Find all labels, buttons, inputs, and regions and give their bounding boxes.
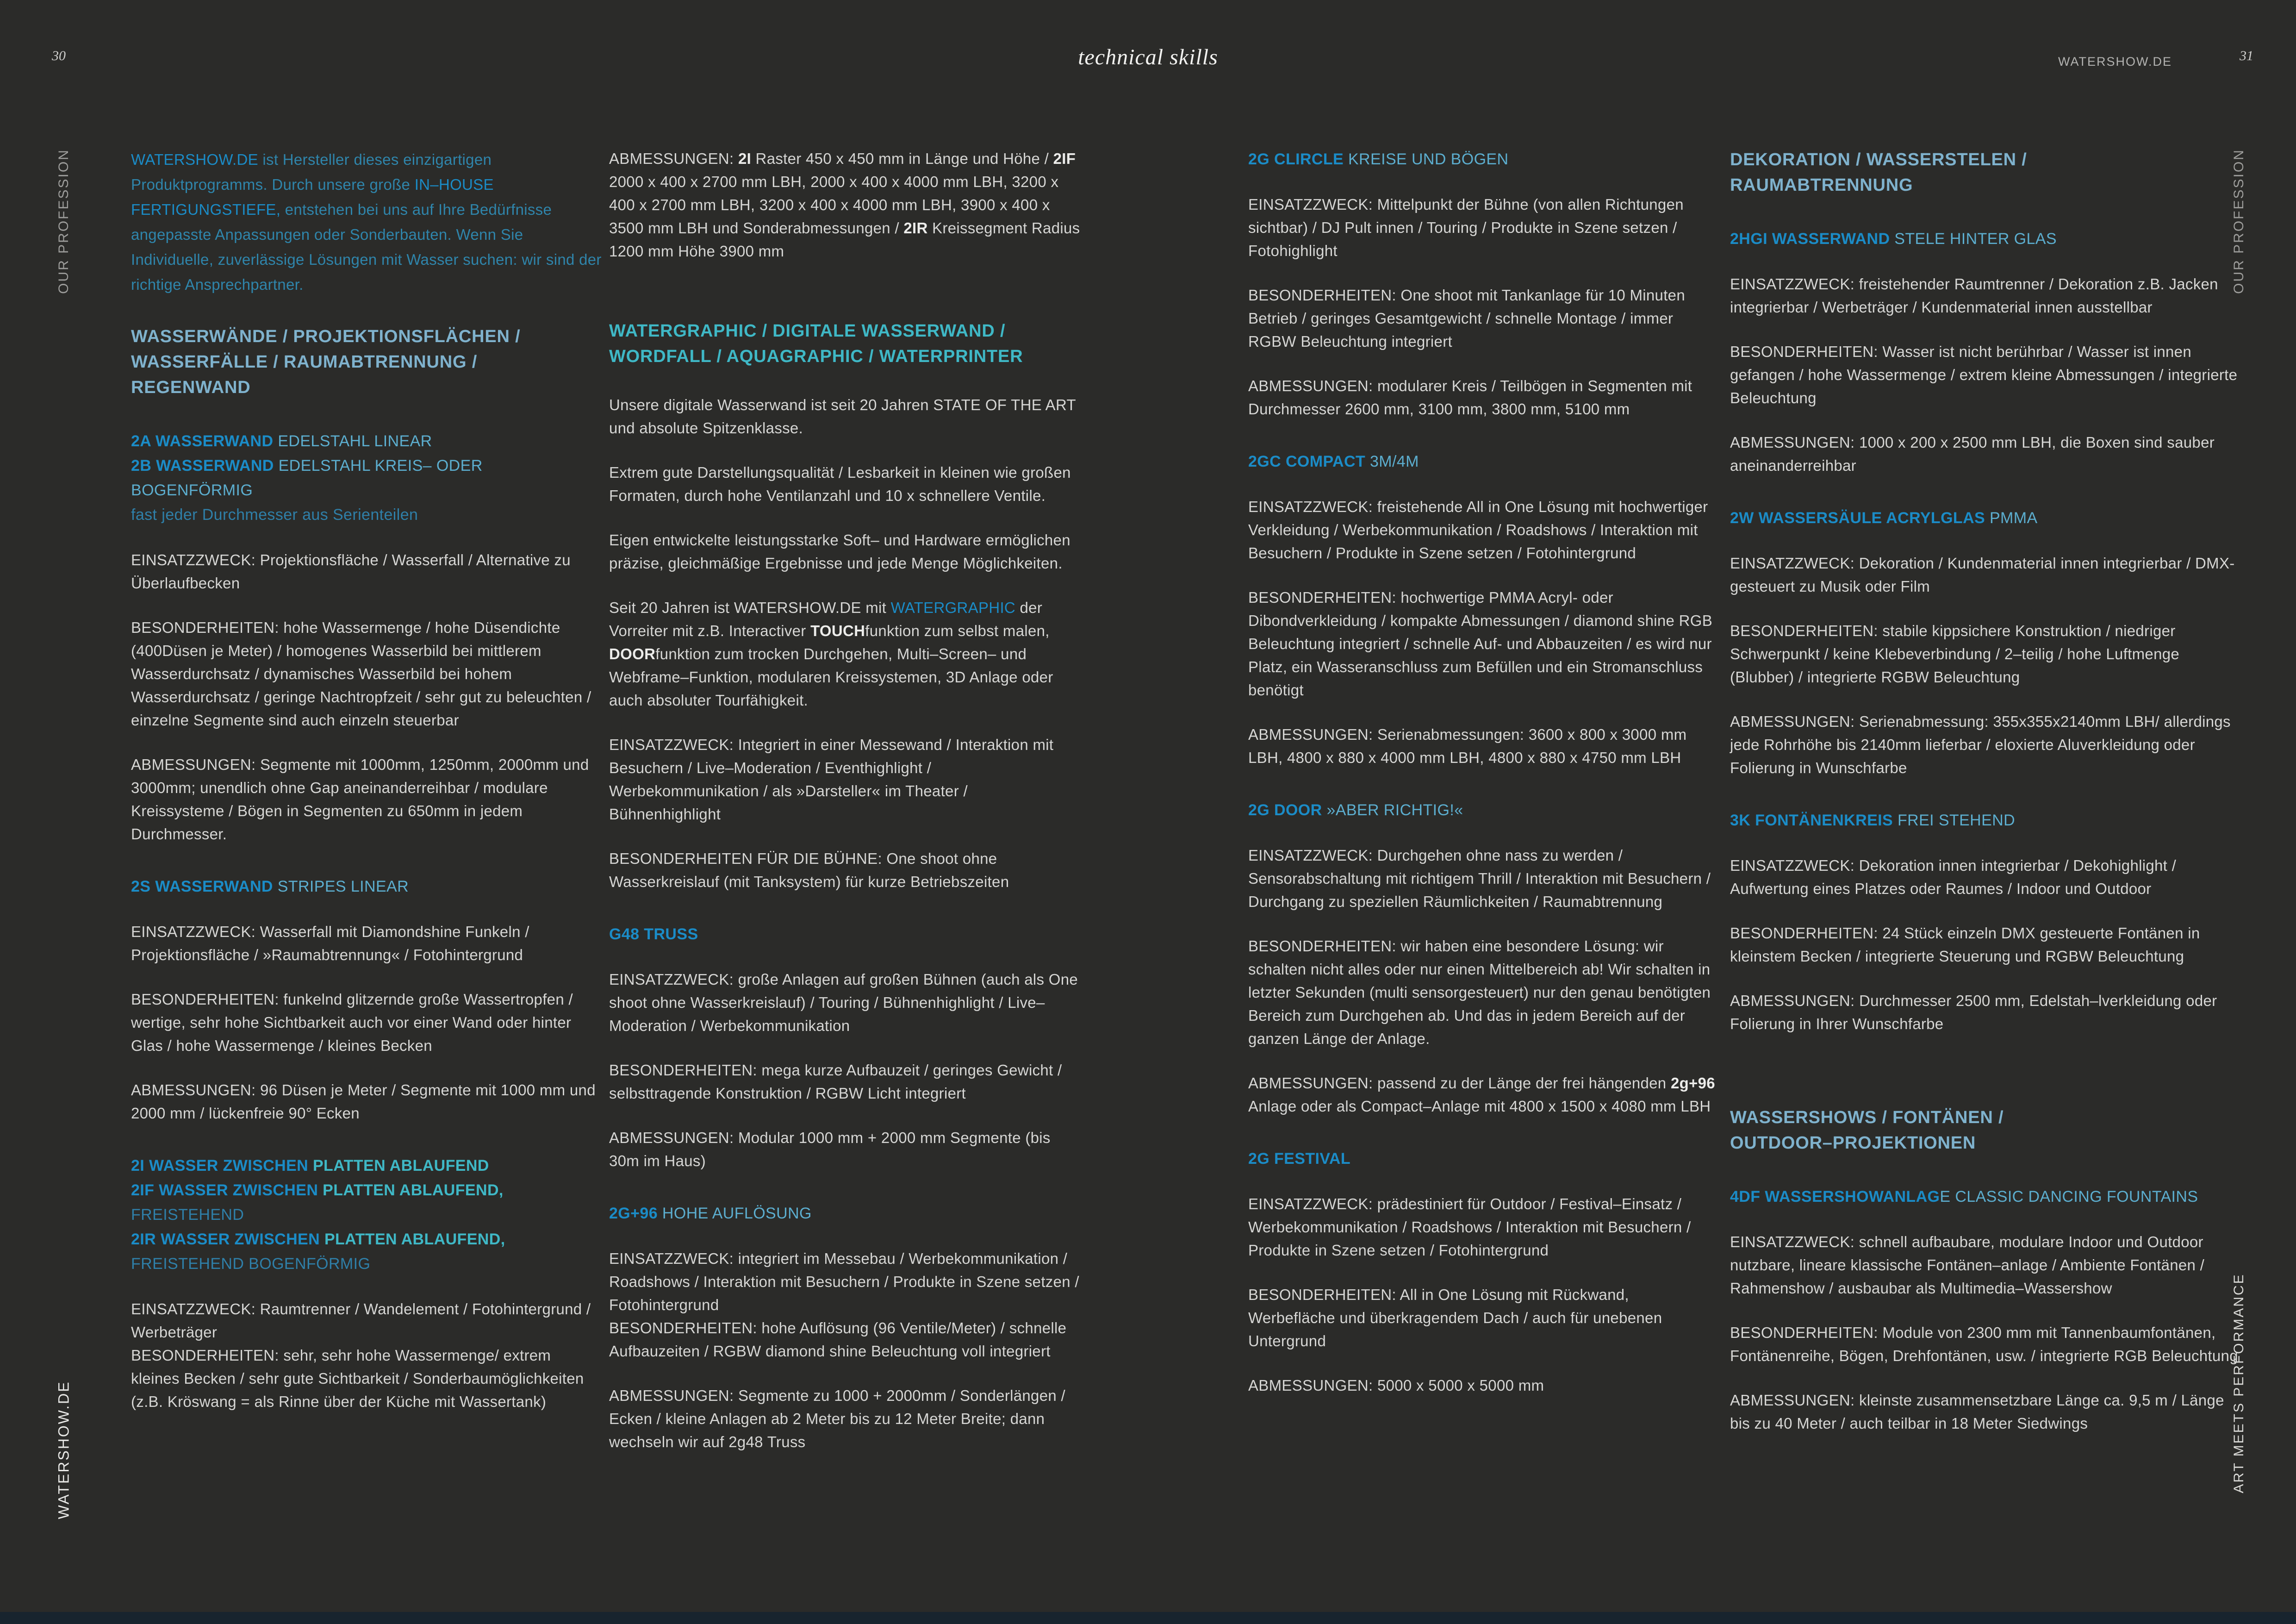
text-segment: EDELSTAHL KREIS– ODER — [278, 457, 483, 475]
text-segment: EINSATZZWECK: Raumtrenner / Wandelement / Fotohintergrund / Werbeträger — [131, 1300, 591, 1341]
text-segment: EINSATZZWECK: prädestiniert für Outdoor / Festival–Einsatz / Werbekommunikation / Roadshows / Interaktion mit Besuchern / Produkte in Szene setzen / Fotohintergrund — [1248, 1195, 1691, 1259]
section-heading-line: WORDFALL / AQUAGRAPHIC / WATERPRINTER — [609, 347, 1023, 366]
text-segment: funktion zum trocken Durchgehen, Multi–Screen– und Webframe–Funktion, modularen Kreissystemen, 3D Anlage oder auch absoluter Tourfähigkeit. — [609, 645, 1053, 709]
text-segment: EINSATZZWECK: schnell aufbaubare, modulare Indoor und Outdoor nutzbare, lineare klassische Fontänen–anlage / Ambiente Fontänen / Rahmenshow / ausbaubar als Multimedia–Wassershow — [1730, 1233, 2205, 1297]
product-heading-line — [1248, 147, 1719, 172]
text-segment: funktion zum selbst malen, — [865, 622, 1050, 639]
section-heading — [1730, 147, 2241, 198]
body-paragraph — [609, 1247, 1080, 1317]
text-segment: BESONDERHEITEN: sehr, sehr hohe Wassermenge/ extrem kleines Becken / sehr gute Sichtbarkeit / Sonderbaumöglichkeiten — [131, 1347, 584, 1387]
product-heading-line — [131, 454, 602, 478]
body-paragraph — [1730, 552, 2241, 598]
text-segment: Eigen entwickelte leistungsstarke Soft– und Hardware ermöglichen präzise, gleichmäßige Ergebnisse und jede Menge Möglichkeiten. — [609, 531, 1070, 572]
text-segment: ABMESSUNGEN: 96 Düsen je Meter / Segmente mit 1000 mm und 2000 mm / lückenfreie 90° Ecken — [131, 1081, 596, 1122]
body-paragraph — [1248, 723, 1719, 769]
text-segment: FREI STEHEND — [1897, 812, 2016, 829]
text-segment: EINSATZZWECK: freistehende All in One Lösung mit hochwertiger Verkleidung / Werbekommunikation / Roadshows / Interaktion mit Besuchern / Produkte in Szene setzen / Fotohintergrund — [1248, 498, 1708, 562]
text-segment: ABMESSUNGEN: Serienabmessung: 355x355x2140mm LBH/ allerdings jede Rohrhöhe bis 2140mm lieferbar / eloxierte Aluverkleidung oder Folierung in Wunschfarbe — [1730, 713, 2231, 776]
product-heading-line — [1248, 1147, 1719, 1171]
text-segment: ABMESSUNGEN: Segmente zu 1000 + 2000mm / Sonderlängen / Ecken / kleine Anlagen ab 2 Meter bis zu 12 Meter Breite; dann wechseln wir auf 2g48 Truss — [609, 1387, 1065, 1450]
text-segment: ABMESSUNGEN: modularer Kreis / Teilbögen in Segmenten mit Durchmesser 2600 mm, 3100 mm, 3800 mm, 5100 mm — [1248, 377, 1692, 418]
text-segment: Raster 450 x 450 mm in Länge und Höhe / — [751, 150, 1053, 167]
body-paragraph — [1248, 1374, 1719, 1397]
body-paragraph — [609, 394, 1080, 440]
text-segment: EINSATZZWECK: Projektionsfläche / Wasserfall / Alternative zu Überlaufbecken — [131, 551, 571, 592]
section-heading-line: OUTDOOR–PROJEKTIONEN — [1730, 1133, 1976, 1153]
text-segment: PLATTEN ABLAUFEND, — [323, 1181, 504, 1199]
text-segment: BESONDERHEITEN: mega kurze Aufbauzeit / geringes Gewicht / selbsttragende Konstruktion / RGBW Licht integriert — [609, 1062, 1062, 1102]
body-paragraph — [1730, 431, 2241, 477]
text-segment: ist Hersteller dieses einzigartigen Produktprogramms. Durch unsere große — [131, 151, 492, 193]
text-segment: entstehen bei uns auf Ihre Bedürfnisse angepasste Anpassungen oder Sonderbauten. Wenn Sie Individuelle, zuverlässige Lösungen mit Wasser suchen: wir sind der richtige Ansprechpartner. — [131, 201, 602, 293]
page-number-left: 30 — [52, 48, 66, 63]
body-paragraph — [1248, 1193, 1719, 1262]
text-segment: EINSATZZWECK: Mittelpunkt der Bühne (von allen Richtungen sichtbar) / DJ Pult innen / Touring / Produkte in Szene setzen / Fotohighlight — [1248, 196, 1684, 259]
product-heading-line — [1730, 808, 2241, 833]
text-segment: ABMESSUNGEN: 5000 x 5000 x 5000 mm — [1248, 1377, 1544, 1394]
product-heading-line — [609, 1201, 1080, 1226]
text-segment: ABMESSUNGEN: Segmente mit 1000mm, 1250mm, 2000mm und 3000mm; unendlich ohne Gap aneinanderreihbar / modulare Kreissysteme / Bögen in Segmenten zu 650mm in jedem Durchmesser. — [131, 756, 589, 843]
text-segment: BESONDERHEITEN: hochwertige PMMA Acryl- oder Dibondverkleidung / kompakte Abmessungen / diamond shine RGB Beleuchtung integriert / schnelle Auf- und Abbauzeiten / es wird nur Platz, ein Wasseranschluss zum Befüllen und ein Stromanschluss benötigt — [1248, 589, 1713, 699]
body-paragraph — [131, 1079, 602, 1125]
body-paragraph — [609, 968, 1080, 1037]
body-paragraph — [1248, 193, 1719, 262]
section-heading-line: WASSERFÄLLE / RAUMABTRENNUNG / — [131, 352, 478, 372]
text-segment: BESONDERHEITEN FÜR DIE BÜHNE: One shoot ohne Wasserkreislauf (mit Tanksystem) für kurze Betriebszeiten — [609, 850, 1009, 890]
product-heading — [609, 1201, 1080, 1226]
text-segment: EINSATZZWECK: Integriert in einer Messewand / Interaktion mit Besuchern / Live–Moderation / Eventhighlight / Werbekommunikation / als »Darsteller« im Theater / Bühnenhighlight — [609, 736, 1054, 823]
page-title: technical skills — [1078, 45, 1218, 69]
text-segment: ABMESSUNGEN: Durchmesser 2500 mm, Edelstah–lverkleidung oder Folierung in Ihrer Wunschfarbe — [1730, 992, 2217, 1032]
body-paragraph — [1730, 989, 2241, 1036]
text-segment: 2IR — [903, 219, 928, 237]
text-segment: BESONDERHEITEN: All in One Lösung mit Rückwand, Werbefläche und überkragendem Dach / auch für unebenen Untergrund — [1248, 1286, 1662, 1349]
body-paragraph — [1730, 854, 2241, 900]
section-heading-line: WATERGRAPHIC / DIGITALE WASSERWAND / — [609, 321, 1006, 341]
product-heading — [131, 874, 602, 899]
section-heading — [609, 319, 1080, 369]
page-number-right: 31 — [2240, 48, 2253, 63]
text-segment: EINSATZZWECK: integriert im Messebau / Werbekommunikation / Roadshows / Interaktion mit Besuchern / Produkte in Szene setzen / Fotohintergrund — [609, 1250, 1079, 1313]
body-paragraph — [1248, 495, 1719, 565]
product-heading — [1248, 798, 1719, 823]
text-segment: 2I — [738, 150, 752, 167]
product-heading-line — [131, 1227, 602, 1252]
product-heading-line — [131, 429, 602, 454]
body-paragraph — [1730, 922, 2241, 968]
text-segment: 2A WASSERWAND — [131, 432, 278, 450]
product-heading-line — [131, 874, 602, 899]
section-heading — [131, 324, 602, 400]
text-segment: 2S WASSERWAND — [131, 878, 278, 895]
body-paragraph — [609, 847, 1080, 893]
body-paragraph — [1730, 619, 2241, 689]
text-segment: ABMESSUNGEN: 1000 x 200 x 2500 mm LBH, die Boxen sind sauber aneinanderreihbar — [1730, 434, 2215, 474]
text-segment: WATERSHOW.DE — [131, 151, 258, 168]
product-heading-line — [609, 922, 1080, 947]
body-paragraph — [609, 1126, 1080, 1173]
text-segment: EINSATZZWECK: Wasserfall mit Diamondshine Funkeln / Projektionsfläche / »Raumabtrennung« / Fotohintergrund — [131, 923, 529, 963]
text-segment: EINSATZZWECK: Durchgehen ohne nass zu werden / Sensorabschaltung mit richtigem Thrill / Interaktion mit Besuchern / Durchgang zu speziellen Räumlichkeiten / Raumabtrennung — [1248, 847, 1711, 910]
brand-label: WATERSHOW.DE — [2058, 55, 2172, 69]
text-segment: (z.B. Kröswang = als Rinne über der Küche mit Wassertank) — [131, 1393, 547, 1410]
product-heading-line — [131, 503, 602, 527]
section-heading-line: REGENWAND — [131, 378, 251, 397]
product-heading — [1730, 506, 2241, 531]
text-segment: G48 TRUSS — [609, 925, 698, 943]
text-segment: Anlage oder als Compact–Anlage mit 4800 x 1500 x 4080 mm LBH — [1248, 1098, 1711, 1115]
body-paragraph — [609, 596, 1080, 712]
text-segment: EINSATZZWECK: Dekoration innen integrierbar / Dekohighlight / Aufwertung eines Platzes oder Raumes / Indoor und Outdoor — [1730, 857, 2177, 897]
product-heading-line — [131, 478, 602, 503]
product-heading — [131, 429, 602, 527]
text-segment: ABMESSUNGEN: Modular 1000 mm + 2000 mm Segmente (bis 30m im Haus) — [609, 1129, 1051, 1169]
body-paragraph — [131, 1390, 602, 1413]
text-segment: EINSATZZWECK: freistehender Raumtrenner / Dekoration z.B. Jacken integrierbar / Werbeträger / Kundenmaterial innen ausstellbar — [1730, 275, 2218, 316]
intro-paragraph — [131, 147, 602, 297]
body-paragraph — [1730, 1389, 2241, 1435]
product-heading-line — [131, 1252, 602, 1276]
margin-label-left-top: OUR PROFESSION — [56, 149, 71, 294]
text-segment: 2G+96 — [609, 1205, 662, 1222]
body-paragraph — [1730, 710, 2241, 780]
text-segment: 2GC COMPACT — [1248, 453, 1370, 470]
section-heading-line: WASSERSHOWS / FONTÄNEN / — [1730, 1108, 2004, 1127]
text-segment: 2I WASSER ZWISCHEN — [131, 1157, 313, 1174]
text-segment: ABMESSUNGEN: Serienabmessungen: 3600 x 800 x 3000 mm LBH, 4800 x 880 x 4000 mm LBH, 4800 x 880 x 4750 mm LBH — [1248, 726, 1687, 766]
body-paragraph — [609, 733, 1080, 826]
product-heading — [609, 922, 1080, 947]
text-segment: TOUCH — [810, 622, 865, 639]
body-paragraph — [1248, 375, 1719, 421]
text-segment: FREISTEHEND — [131, 1206, 244, 1224]
text-segment: 2IF WASSER ZWISCHEN — [131, 1181, 323, 1199]
text-segment: »ABER RICHTIG!« — [1326, 801, 1463, 819]
text-segment: STRIPES LINEAR — [277, 878, 409, 895]
body-paragraph — [131, 1298, 602, 1344]
text-segment: 3M/4M — [1369, 453, 1419, 470]
body-paragraph — [1248, 844, 1719, 913]
text-segment: EINSATZZWECK: Dekoration / Kundenmaterial innen integrierbar / DMX-gesteuert zu Musik oder Film — [1730, 555, 2235, 595]
body-paragraph — [1730, 1321, 2241, 1368]
text-segment: BESONDERHEITEN: stabile kippsichere Konstruktion / niedriger Schwerpunkt / keine Klebeverbindung / 2–teilig / hohe Luftmenge (Blubber) / integrierte RGBW Beleuchtung — [1730, 622, 2180, 686]
body-paragraph — [609, 461, 1080, 507]
body-paragraph — [609, 1059, 1080, 1105]
body-paragraph — [131, 616, 602, 732]
text-segment: FREISTEHEND BOGENFÖRMIG — [131, 1255, 371, 1273]
margin-label-left-bottom: WATERSHOW.DE — [55, 1380, 72, 1519]
text-segment: fast jeder Durchmesser aus Serienteilen — [131, 506, 418, 524]
text-segment: 2g+96 — [1670, 1074, 1715, 1092]
text-segment: 2IF — [1053, 150, 1076, 167]
section-heading-line: WASSERWÄNDE / PROJEKTIONSFLÄCHEN / — [131, 327, 521, 346]
text-segment: PLATTEN ABLAUFEND — [312, 1157, 489, 1174]
text-segment: Kreissegment Radius 1200 mm Höhe 3900 mm — [609, 219, 1080, 260]
text-segment: BESONDERHEITEN: Module von 2300 mm mit Tannenbaumfontänen, Fontänenreihe, Bögen, Drehfontänen, usw. / integrierte RGB Beleuchtung — [1730, 1324, 2238, 1364]
text-segment: BESONDERHEITEN: hohe Wassermenge / hohe Düsendichte (400Düsen je Meter) / homogenes Wasserbild bei mittlerem Wasserdurchsatz / dynamisches Wasserbild bei hohem Wasserdurchsatz / geringe Nachtropfzeit / sehr gut zu beleuchten / einzelne Segmente sind auch einzeln steuerbar — [131, 619, 591, 729]
margin-label-right-bottom: ART MEETS PERFORMANCE — [2231, 1273, 2246, 1493]
body-paragraph — [1248, 284, 1719, 353]
body-paragraph — [1730, 273, 2241, 319]
product-heading-line — [1730, 506, 2241, 531]
product-heading — [1248, 450, 1719, 474]
text-segment: ABMESSUNGEN: kleinste zusammensetzbare Länge ca. 9,5 m / Länge bis zu 40 Meter / auch teilbar in 18 Meter Siedwings — [1730, 1392, 2224, 1432]
text-segment: 2G FESTIVAL — [1248, 1150, 1351, 1168]
body-paragraph — [609, 1384, 1080, 1454]
text-segment: 2IR WASSER ZWISCHEN — [131, 1230, 324, 1248]
text-column-3 — [1248, 147, 1719, 1418]
body-paragraph — [131, 1344, 602, 1390]
text-segment: Extrem gute Darstellungsqualität / Lesbarkeit in kleinen wie großen Formaten, durch hohe Ventilanzahl und 10 x schnellere Ventile. — [609, 464, 1071, 504]
product-heading-line — [1730, 1185, 2241, 1209]
text-segment: BESONDERHEITEN: hohe Auflösung (96 Ventile/Meter) / schnelle Aufbauzeiten / RGBW diamond shine Beleuchtung voll integriert — [609, 1319, 1067, 1360]
text-segment: BOGENFÖRMIG — [131, 481, 253, 499]
text-segment: BESONDERHEITEN: One shoot mit Tankanlage für 10 Minuten Betrieb / geringes Gesamtgewicht / schnelle Montage / immer RGBW Beleuchtung integriert — [1248, 287, 1685, 350]
section-heading-line: DEKORATION / WASSERSTELEN / — [1730, 150, 2027, 169]
product-heading — [1730, 1185, 2241, 1209]
product-heading — [1248, 147, 1719, 172]
body-paragraph — [1730, 1230, 2241, 1300]
text-segment: 2000 x 400 x 2700 mm LBH, 2000 x 400 x 4000 mm LBH, 3200 x 400 x 2700 mm LBH, 3200 x 400 x 4000 mm LBH, 3900 x 400 x 3500 mm LBH und Sonderabmessungen / — [609, 173, 1059, 237]
text-segment: BESONDERHEITEN: Wasser ist nicht berührbar / Wasser ist innen gefangen / hohe Wassermenge / extrem kleine Abmessungen / integrierte Beleuchtung — [1730, 343, 2238, 406]
product-heading-line — [1730, 227, 2241, 251]
text-segment: DOOR — [609, 645, 656, 662]
body-paragraph — [1248, 935, 1719, 1050]
body-paragraph — [1248, 1283, 1719, 1353]
text-segment: ABMESSUNGEN: passend zu der Länge der frei hängenden — [1248, 1074, 1671, 1092]
product-heading — [1730, 227, 2241, 251]
text-segment: E CLASSIC DANCING FOUNTAINS — [1940, 1188, 2198, 1206]
text-segment: EDELSTAHL LINEAR — [278, 432, 432, 450]
text-segment: HOHE AUFLÖSUNG — [662, 1205, 812, 1222]
text-segment: Unsere digitale Wasserwand ist seit 20 Jahren STATE OF THE ART und absolute Spitzenklasse. — [609, 396, 1076, 437]
body-paragraph — [131, 549, 602, 595]
margin-label-right-top: OUR PROFESSION — [2231, 149, 2246, 294]
text-segment: der Vorreiter mit z.B. Interactiver — [609, 599, 1043, 639]
text-column-4 — [1730, 147, 2241, 1456]
text-segment: 2W WASSERSÄULE ACRYLGLAS — [1730, 509, 1990, 527]
body-paragraph — [131, 988, 602, 1057]
text-segment: 2B WASSERWAND — [131, 457, 279, 475]
text-segment: 2G CLIRCLE — [1248, 150, 1348, 168]
body-paragraph — [1730, 340, 2241, 410]
text-segment: EINSATZZWECK: große Anlagen auf großen Bühnen (auch als One shoot ohne Wasserkreislauf) / Touring / Bühnenhighlight / Live–Moderation / Werbekommunikation — [609, 971, 1078, 1034]
product-heading — [1248, 1147, 1719, 1171]
product-heading — [131, 1154, 602, 1276]
product-heading-line — [1248, 798, 1719, 823]
body-paragraph — [131, 920, 602, 967]
body-paragraph — [1248, 586, 1719, 702]
body-paragraph — [131, 753, 602, 846]
body-paragraph — [1248, 1072, 1719, 1118]
text-segment: PLATTEN ABLAUFEND, — [324, 1230, 505, 1248]
section-heading-line: RAUMABTRENNUNG — [1730, 175, 1913, 195]
product-heading — [1730, 808, 2241, 833]
product-heading-line — [131, 1178, 602, 1203]
text-column-2 — [609, 147, 1080, 1475]
text-segment: 2HGI WASSERWAND — [1730, 230, 1895, 248]
text-segment: BESONDERHEITEN: funkelnd glitzernde große Wassertropfen / wertige, sehr hohe Sichtbarkeit auch vor einer Wand oder hinter Glas / hohe Wassermenge / kleines Becken — [131, 991, 573, 1054]
text-segment: PMMA — [1989, 509, 2038, 527]
text-segment: STELE HINTER GLAS — [1894, 230, 2057, 248]
text-segment: 3K FONTÄNENKREIS — [1730, 812, 1898, 829]
text-segment: ABMESSUNGEN: — [609, 150, 738, 167]
body-paragraph — [609, 1317, 1080, 1363]
text-segment: BESONDERHEITEN: 24 Stück einzeln DMX gesteuerte Fontänen in kleinstem Becken / integrierte Steuerung und RGBW Beleuchtung — [1730, 924, 2200, 965]
text-segment: WATERGRAPHIC — [890, 599, 1016, 616]
product-heading-line — [131, 1154, 602, 1178]
text-segment: Seit 20 Jahren ist WATERSHOW.DE mit — [609, 599, 891, 616]
body-paragraph — [609, 529, 1080, 575]
product-heading-line — [131, 1203, 602, 1227]
text-column-1 — [131, 147, 602, 1435]
text-segment: BESONDERHEITEN: wir haben eine besondere Lösung: wir schalten nicht alles oder nur einen Mittelbereich ab! Wir schalten in letzter Sekunden (multi sensorgesteuert) nur den genau benötigten Bereich zum Durchgehen ab. Und das in jedem Bereich auf der ganzen Länge der Anlage. — [1248, 937, 1711, 1047]
text-segment: 4DF WASSERSHOWANLAG — [1730, 1188, 1940, 1206]
text-segment: IN–HOUSE FERTIGUNGSTIEFE, — [131, 176, 494, 218]
text-segment: KREISE UND BÖGEN — [1348, 150, 1509, 168]
product-heading-line — [1248, 450, 1719, 474]
body-paragraph — [609, 147, 1080, 263]
section-heading — [1730, 1105, 2241, 1156]
text-segment: 2G DOOR — [1248, 801, 1327, 819]
footer-bar — [0, 1612, 2296, 1624]
